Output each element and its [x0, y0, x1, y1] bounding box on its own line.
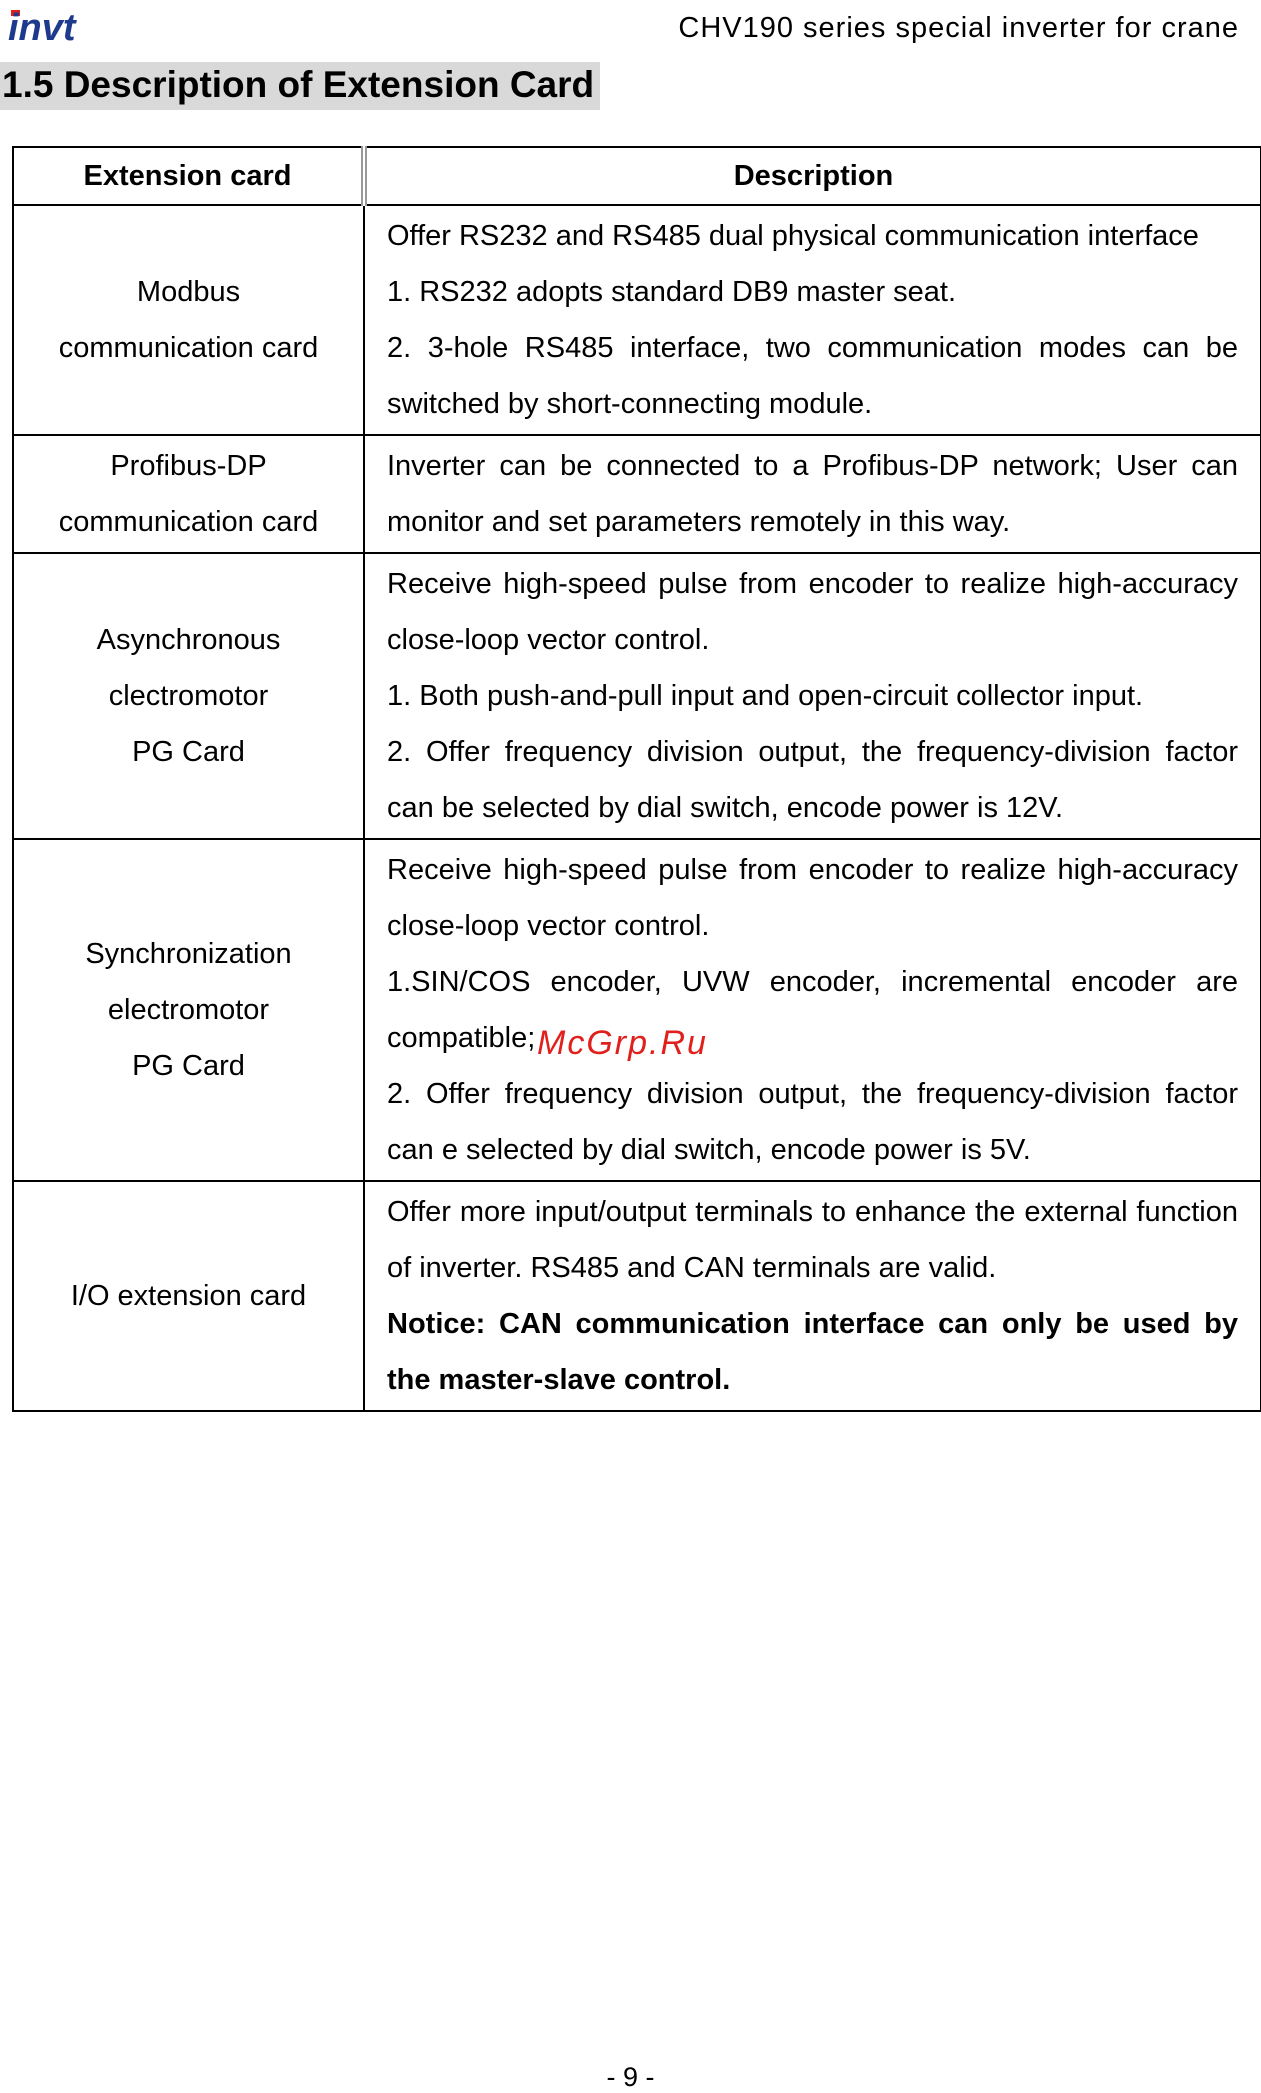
card-description	[364, 205, 1261, 435]
description-paragraph: 1. Both push-and-pull input and open-circuit collector input.	[387, 680, 1144, 712]
card-name-line: Modbus	[136, 276, 241, 308]
section-heading: 1.5 Description of Extension Card	[0, 62, 600, 110]
card-name-line: Profibus-DP	[110, 450, 267, 482]
description-paragraph: 2. 3-hole RS485 interface, two communication modes can be switched by short-connecting module.	[387, 332, 1238, 420]
document-title: CHV190 series special inverter for crane	[678, 12, 1239, 44]
card-name-line: clectromotor	[108, 680, 269, 712]
card-name-line: Synchronization	[85, 938, 292, 970]
invt-logo	[8, 4, 108, 46]
table-row	[13, 553, 1261, 839]
description-paragraph: Offer more input/output terminals to enhance the external function of inverter. RS485 and CAN terminals are valid.	[387, 1196, 1238, 1284]
table-row	[13, 1181, 1261, 1411]
card-name-line: Asynchronous	[96, 624, 281, 656]
table-row	[13, 205, 1261, 435]
table-body	[13, 205, 1261, 1411]
card-name-line: communication card	[58, 506, 319, 538]
description-paragraph: 2. Offer frequency division output, the frequency-division factor can be selected by dial switch, encode power is 12V.	[387, 736, 1238, 824]
page-number: - 9 -	[606, 2062, 655, 2092]
extension-card-name	[13, 553, 364, 839]
table-row	[13, 435, 1261, 553]
card-name-line: communication card	[58, 332, 319, 364]
card-description	[364, 1181, 1261, 1411]
card-name-line: I/O extension card	[70, 1280, 307, 1312]
card-description	[364, 553, 1261, 839]
description-paragraph: Inverter can be connected to a Profibus-DP network; User can monitor and set parameters remotely in this way.	[387, 450, 1238, 538]
description-paragraph: Offer RS232 and RS485 dual physical communication interface	[387, 220, 1199, 252]
table-row	[13, 839, 1261, 1181]
description-paragraph: 2. Offer frequency division output, the frequency-division factor can e selected by dial switch, encode power is 5V.	[387, 1078, 1238, 1166]
extension-card-name	[13, 435, 364, 553]
extension-card-name	[13, 205, 364, 435]
card-description	[364, 435, 1261, 553]
card-name-line: PG Card	[132, 1050, 245, 1082]
logo-text: invt	[8, 7, 76, 46]
extension-card-name	[13, 839, 364, 1181]
card-description	[364, 839, 1261, 1181]
header-description: Description	[364, 147, 1261, 205]
description-paragraph: Receive high-speed pulse from encoder to realize high-accuracy close-loop vector control.	[387, 568, 1238, 656]
header-extension-card: Extension card	[13, 147, 364, 205]
description-paragraph: 1. RS232 adopts standard DB9 master seat.	[387, 276, 957, 308]
table-header-row	[13, 147, 1261, 205]
card-name-line: electromotor	[107, 994, 270, 1026]
notice-text: Notice: CAN communication interface can only be used by the master-slave control.	[387, 1308, 1238, 1396]
card-name-line: PG Card	[132, 736, 245, 768]
description-paragraph: Receive high-speed pulse from encoder to realize high-accuracy close-loop vector control.	[387, 854, 1238, 942]
extension-card-table	[12, 146, 1261, 1412]
watermark: McGrp.Ru	[537, 1024, 708, 1062]
description-paragraph: 1.SIN/COS encoder, UVW encoder, incremental encoder are compatible;	[387, 966, 1238, 1054]
extension-card-name	[13, 1181, 364, 1411]
